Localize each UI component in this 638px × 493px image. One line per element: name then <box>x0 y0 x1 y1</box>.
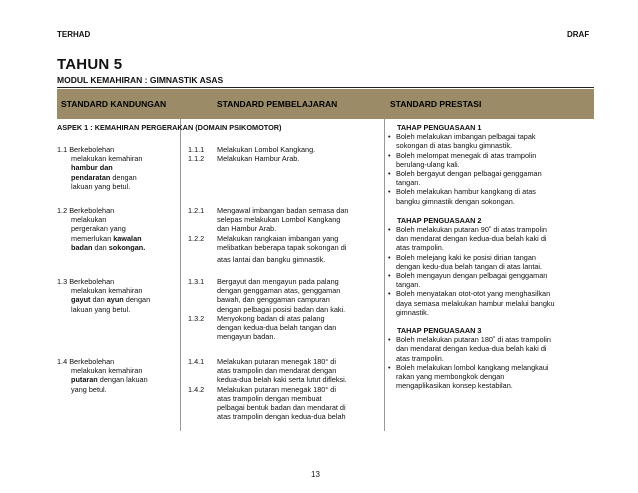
content-standard-1-3: 1.3 Berkebolehan melakukan kemahiran gayut dan ayun dengan lakuan yang betul. <box>57 277 151 314</box>
content-standard-1-2: 1.2 Berkebolehan melakukan pergerakan yang memerlukan kawalan badan dan sokongan. <box>57 206 146 252</box>
column-divider <box>180 119 181 431</box>
title-rule <box>57 87 594 88</box>
content-standard-1-1: 1.1 Berkebolehan melakukan kemahiran hambur dan pendaratan dengan lakuan yang betul. <box>57 145 143 191</box>
list-item: • Boleh bergayut dengan pelbagai genggaman tangan. <box>388 169 542 188</box>
list-item: • Boleh melompat menegak di atas trampolin berulang-ulang kali. <box>388 150 537 169</box>
content-standard-1-4: 1.4 Berkebolehan melakukan kemahiran putaran dengan lakuan yang betul. <box>57 357 148 394</box>
list-item: • Boleh melejang kaki ke posisi dirian tangan dengan kedu-dua belah tangan di atas lantai. <box>388 252 543 271</box>
list-item: • Boleh melakukan putaran 180˚ di atas trampolin dan mendarat dengan kedua-dua belah kaki di atas trampolin. <box>388 335 551 363</box>
page-number: 13 <box>311 470 320 479</box>
level-1-heading: TAHAP PENGUASAAN 1 <box>397 123 482 132</box>
learning-standard-1-4: 1.4.1 Melakukan putaran menegak 180° di atas trampolin dan mendarat dengan kedua-dua belah kaki serta lutut difleksi. 1.4.2 Melakukan putaran menegak 180° di atas trampolin dengan membuat pelbagai bentuk badan dan mendarat di atas trampolin dengan kedua-dua belah <box>188 357 347 422</box>
col-standard-kandungan: STANDARD KANDUNGAN <box>61 99 167 109</box>
table-header <box>57 89 594 119</box>
list-item: • Boleh menyatakan otot-otot yang menghasilkan daya semasa melakukan hambur melalui bangku gimnastik. <box>388 289 555 317</box>
col-standard-pembelajaran: STANDARD PEMBELAJARAN <box>217 99 338 109</box>
list-item: • Boleh melakukan imbangan pelbagai tapak sokongan di atas bangku gimnastik. <box>388 132 536 151</box>
column-divider <box>384 119 385 431</box>
performance-standard <box>388 123 592 391</box>
list-item: • Boleh mengayun dengan pelbagai genggaman tangan. <box>388 271 548 290</box>
level-3-heading: TAHAP PENGUASAAN 3 <box>397 326 482 336</box>
classification-label: TERHAD <box>57 30 91 39</box>
learning-standard-1-1: 1.1.1 Melakukan Lombol Kangkang. 1.1.2 Melakukan Hambur Arab. <box>188 145 316 164</box>
learning-standard-1-2: 1.2.1 Mengawal imbangan badan semasa dan selepas melakukan Lombol Kangkang dan Hambur Arab. 1.2.2 Melakukan rangkaian imbangan yang melibatkan beberapa tapak sokongan di atas lantai dan bangku gimnastik. <box>188 206 349 265</box>
module-title: MODUL KEMAHIRAN : GIMNASTIK ASAS <box>57 75 224 85</box>
level-2-heading: TAHAP PENGUASAAN 2 <box>397 215 482 225</box>
list-item: • Boleh melakukan hambur kangkang di atas bangku gimnastik dengan sokongan. <box>388 187 536 206</box>
list-item: • Boleh melakukan lombol kangkang melangkaui rakan yang membongkok dengan mengaplikasikan konsep kestabilan. <box>388 362 549 391</box>
aspect-heading: ASPEK 1 : KEMAHIRAN PERGERAKAN (DOMAIN PSIKOMOTOR) <box>57 123 282 132</box>
col-standard-prestasi: STANDARD PRESTASI <box>390 99 482 109</box>
list-item: • Boleh melakukan putaran 90˚ di atas trampolin dan mendarat dengan kedua-dua belah kaki di atas trampolin. <box>388 225 547 253</box>
page-title: TAHUN 5 <box>57 56 123 73</box>
learning-standard-1-3: 1.3.1 Bergayut dan mengayun pada palang dengan genggaman atas, genggaman bawah, dan genggaman campuran dengan pelbagai posisi badan dan kaki. 1.3.2 Menyokong badan di atas palang dengan kedua-dua belah tangan dan mengayun badan. <box>188 277 346 342</box>
draft-label: DRAF <box>567 30 590 39</box>
